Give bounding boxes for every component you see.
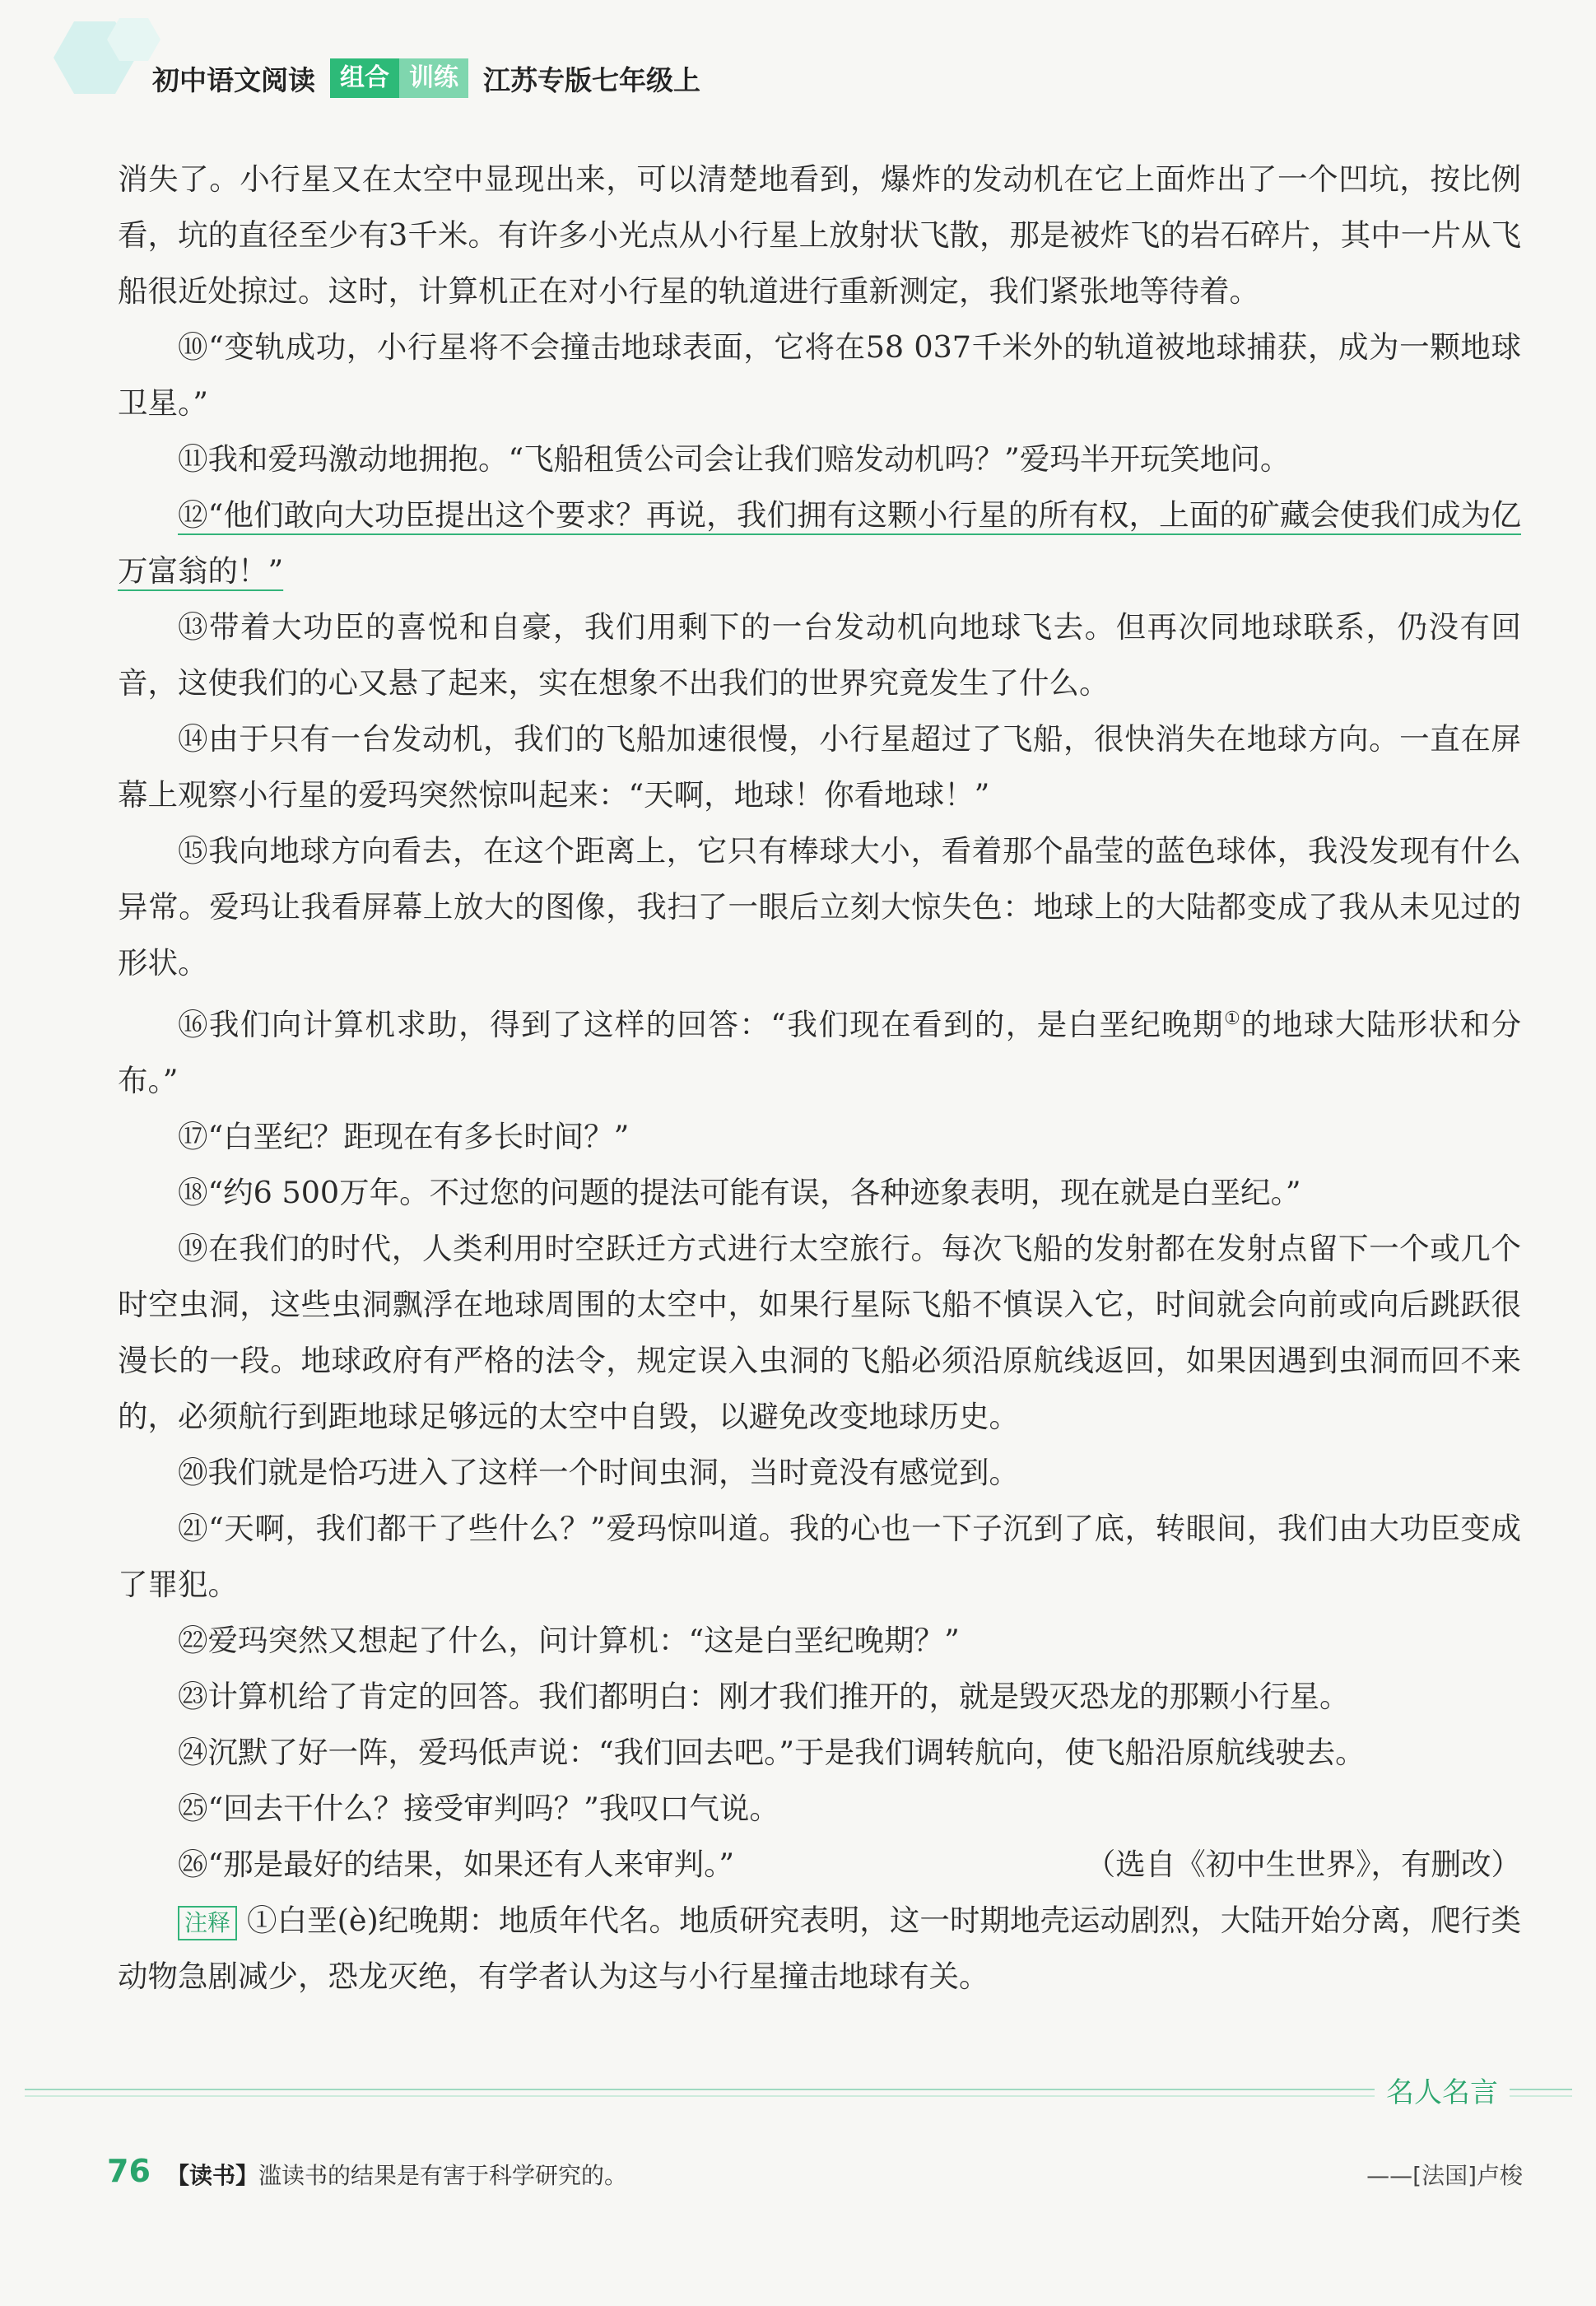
source-citation: （选自《初中生世界》，有删改） xyxy=(1085,1847,1521,1883)
paragraph-21: ㉑“天啊，我们都干了些什么？”爱玛惊叫道。我的心也一下子沉到了底，转眼间，我们由大功臣变成了罪犯。 xyxy=(118,1511,1521,1603)
paragraph-25: ㉕“回去干什么？接受审判吗？”我叹口气说。 xyxy=(178,1791,779,1827)
paragraph-22: ㉒爱玛突然又想起了什么，问计算机：“这是白垩纪晚期？” xyxy=(178,1623,960,1659)
footnote-text: ①白垩(è)纪晚期：地质年代名。地质研究表明，这一时期地壳运动剧烈，大陆开始分离，爬行类动物急剧减少，恐龙灭绝，有学者认为这与小行星撞击地球有关。 xyxy=(118,1903,1521,1995)
paragraph-12 xyxy=(118,487,1521,599)
underlined-sentence: ⑫“他们敢向大功臣提出这个要求？再说，我们拥有这颗小行星的所有权，上面的矿藏会使我们成为亿万富翁的！” xyxy=(118,497,1521,589)
paragraph-26-row xyxy=(118,1837,1521,1893)
page-header xyxy=(0,0,1596,115)
paragraph-10: ⑩“变轨成功，小行星将不会撞击地球表面，它将在58 037千米外的轨道被地球捕获，成为一颗地球卫星。” xyxy=(118,329,1521,421)
footer-quote xyxy=(166,2158,627,2191)
paragraph-9-cont: 消失了。小行星又在太空中显现出来，可以清楚地看到，爆炸的发动机在它上面炸出了一个凹坑，按比例看，坑的直径至少有3千米。有许多小光点从小行星上放射状飞散，那是被炸飞的岩石碎片，其中一片从飞船很近处掠过。这时，计算机正在对小行星的轨道进行重新测定，我们紧张地等待着。 xyxy=(118,161,1521,309)
footnote xyxy=(118,1893,1521,2005)
paragraph-26: ㉖“那是最好的结果，如果还有人来审判。” xyxy=(178,1847,735,1883)
footnote-ref: ① xyxy=(1224,1009,1242,1029)
note-tag: 注释 xyxy=(178,1906,237,1940)
tag-combine: 组合 xyxy=(330,58,399,98)
book-title: 初中语文阅读 xyxy=(152,63,315,96)
paragraph-16-text-a: ⑯我们向计算机求助，得到了这样的回答：“我们现在看到的，是白垩纪晚期 xyxy=(178,1007,1225,1043)
tag-training: 训练 xyxy=(399,58,468,98)
paragraph-19: ⑲在我们的时代，人类利用时空跃迁方式进行太空旅行。每次飞船的发射都在发射点留下一个或几个时空虫洞，这些虫洞飘浮在地球周围的太空中，如果行星际飞船不慎误入它，时间就会向前或向后跳跃很漫长的一段。地球政府有严格的法令，规定误入虫洞的飞船必须沿原航线返回，如果因遇到虫洞而回不来的，必须航行到距地球足够远的太空中自毁，以避免改变地球历史。 xyxy=(118,1231,1521,1435)
page-number: 76 xyxy=(107,2153,151,2189)
hexagon-decoration-icon xyxy=(45,15,161,105)
book-subtitle: 江苏专版七年级上 xyxy=(483,63,700,96)
quote-author: ——[法国]卢梭 xyxy=(1366,2162,1523,2189)
section-title-famous-quotes: 名人名言 xyxy=(1375,2070,1510,2110)
paragraph-20: ⑳我们就是恰巧进入了这样一个时间虫洞，当时竟没有感觉到。 xyxy=(178,1455,1019,1491)
paragraph-14: ⑭由于只有一台发动机，我们的飞船加速很慢，小行星超过了飞船，很快消失在地球方向。一直在屏幕上观察小行星的爱玛突然惊叫起来：“天啊，地球！你看地球！” xyxy=(118,721,1521,813)
quote-text: 滥读书的结果是有害于科学研究的。 xyxy=(258,2162,628,2189)
paragraph-11: ⑪我和爱玛激动地拥抱。“飞船租赁公司会让我们赔发动机吗？”爱玛半开玩笑地问。 xyxy=(178,441,1291,477)
article-body xyxy=(118,151,1521,2005)
divider-line xyxy=(25,2083,1572,2108)
paragraph-18: ⑱“约6 500万年。不过您的问题的提法可能有误，各种迹象表明，现在就是白垩纪。” xyxy=(178,1175,1301,1211)
paragraph-16 xyxy=(118,991,1521,1109)
paragraph-17: ⑰“白垩纪？距现在有多长时间？” xyxy=(178,1119,630,1155)
paragraph-15: ⑮我向地球方向看去，在这个距离上，它只有棒球大小，看着那个晶莹的蓝色球体，我没发现有什么异常。爱玛让我看屏幕上放大的图像，我扫了一眼后立刻大惊失色：地球上的大陆都变成了我从未见过的形状。 xyxy=(118,833,1521,981)
page-footer xyxy=(107,2153,1523,2202)
paragraph-23: ㉓计算机给了肯定的回答。我们都明白：刚才我们推开的，就是毁灭恐龙的那颗小行星。 xyxy=(178,1679,1350,1715)
paragraph-16-text-b: 的地球大陆形状和分布。” xyxy=(118,1007,1521,1099)
quote-tag: 【读书】 xyxy=(166,2162,259,2189)
header-bar xyxy=(152,54,700,102)
paragraph-13: ⑬带着大功臣的喜悦和自豪，我们用剩下的一台发动机向地球飞去。但再次同地球联系，仍没有回音，这使我们的心又悬了起来，实在想象不出我们的世界究竟发生了什么。 xyxy=(118,609,1521,701)
paragraph-24: ㉔沉默了好一阵，爱玛低声说：“我们回去吧。”于是我们调转航向，使飞船沿原航线驶去。 xyxy=(178,1735,1366,1771)
